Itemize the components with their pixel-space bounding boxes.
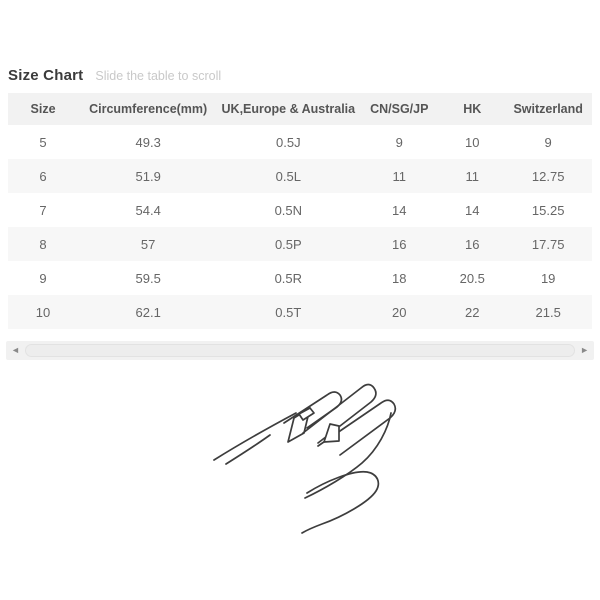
scroll-hint-text: Slide the table to scroll [95,69,222,83]
table-cell: 22 [465,304,480,320]
thumb-outline [302,472,378,533]
table-cell: 18 [392,270,407,286]
table-cell: 9 [395,134,403,150]
table-cell: 59.5 [135,270,161,286]
table-cell: 0.5J [276,134,301,150]
table-cell: 57 [140,236,156,252]
page-title: Size Chart [8,67,84,84]
table-cell: 15.25 [531,202,565,218]
table-cell: 7 [39,202,47,218]
table-cell: 5 [39,134,47,150]
table-cell: 12.75 [531,168,565,184]
size-chart-title-row [8,67,221,84]
table-cell: 21.5 [535,304,561,320]
table-cell: 11 [392,168,407,184]
size-table[interactable] [8,93,592,329]
column-header: Circumference(mm) [89,102,208,116]
horizontal-scrollbar[interactable] [6,341,594,360]
scroll-left-arrow-icon[interactable]: ◄ [11,345,20,355]
hand-with-ring-illustration [210,371,405,536]
scroll-right-arrow-icon[interactable]: ► [580,345,589,355]
table-cell: 0.5L [275,168,301,184]
scrollbar-thumb[interactable] [25,344,575,357]
ring-band-small [324,424,339,442]
table-cell: 17.75 [531,236,565,252]
column-header: Size [30,102,56,116]
table-row [8,193,592,227]
table-cell: 0.5N [274,202,303,218]
table-cell: 6 [39,168,47,184]
table-cell: 20 [392,304,407,320]
table-cell: 16 [465,236,480,252]
table-cell: 14 [392,202,407,218]
table-cell: 9 [39,270,47,286]
table-row [8,159,592,193]
table-cell: 16 [392,236,407,252]
table-cell: 10 [465,134,480,150]
column-header: HK [463,102,482,116]
table-cell: 20.5 [459,270,485,286]
table-cell: 9 [544,134,552,150]
table-row [8,295,592,329]
hand-back-line [214,413,296,460]
table-cell: 54.4 [135,202,161,218]
table-cell: 0.5R [274,270,303,286]
table-row [8,227,592,261]
table-cell: 8 [39,236,47,252]
table-cell: 10 [35,304,51,320]
scrollbar-track[interactable] [25,343,575,358]
table-row [8,261,592,295]
table-cell: 0.5T [275,304,302,320]
table-row [8,125,592,159]
table-cell: 11 [465,168,479,184]
table-cell: 62.1 [135,304,161,320]
table-cell: 14 [465,202,480,218]
table-cell: 51.9 [135,168,161,184]
ring-band-top [299,408,314,420]
table-cell: 0.5P [274,236,302,252]
table-cell: 49.3 [135,134,161,150]
table-header-row [8,93,592,125]
column-header: UK,Europe & Australia [221,102,356,116]
table-cell: 19 [540,270,556,286]
column-header: CN/SG/JP [370,102,429,116]
column-header: Switzerland [513,102,583,116]
